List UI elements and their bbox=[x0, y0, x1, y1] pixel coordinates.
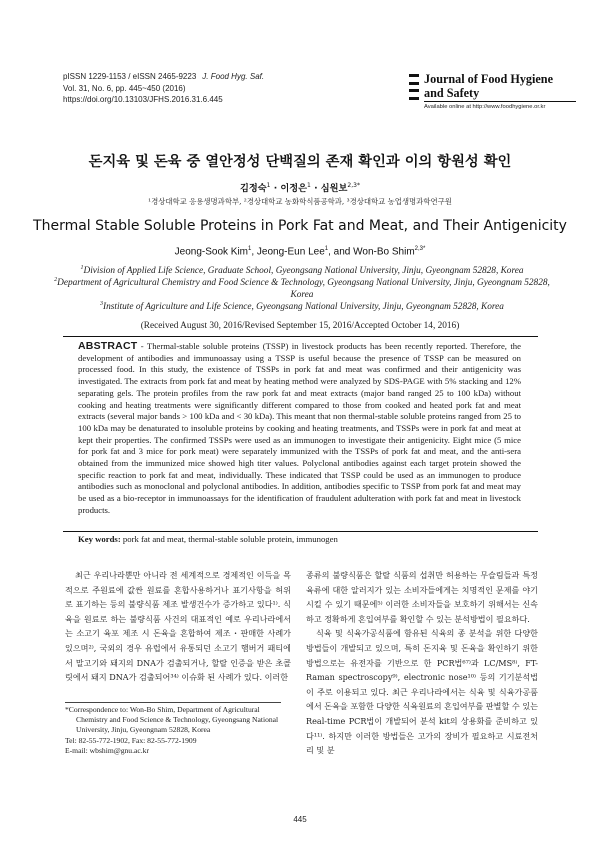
body-paragraph: 종류의 불량식품은 할랄 식품의 섭취만 허용하는 무슬림들과 특정 육류에 대한 알러지가 있는 소비자들에게는 치명적인 문제를 야기 시킬 수 있기 때문에⁵⁾ 이러한 소비자들을 보호하기 위해서는 신속하고 정확하게 혼입여부를 확인할 수 있는 분석방법이 필요하다. bbox=[306, 570, 538, 624]
received-dates: (Received August 30, 2016/Revised September 15, 2016/Accepted October 14, 2016) bbox=[140, 321, 460, 331]
brand-divider bbox=[424, 101, 576, 102]
keywords-label: Key words: bbox=[78, 534, 121, 544]
english-title: Thermal Stable Soluble Proteins in Pork Fat and Meat, and Their Antigenicity bbox=[33, 218, 567, 234]
body-paragraph: 식육 및 식육가공식품에 함유된 식육의 종 분석을 위한 다양한 방법들이 개발되고 있으며, 특히 돈지육 및 돈육을 확인하기 위한 방법으로는 유전자를 기반으로 한 PCR법⁶⁷⁾과 LC/MS⁸⁾, FT-Raman spectroscopy⁹⁾, electronic nose¹⁰⁾ 등의 기기분석법이 주로 이용되고 있다. 최근 우리나라에서는 식육 및 식육가공품에서 돈육을 포함한 다양한 식육원료의 혼입여부를 판별할 수 있는 Real-time PCR법이 개발되어 분석 kit의 상용화를 준비하고 있다¹¹⁾. 하지만 이러한 방법들은 고가의 장비가 필요하고 시료전처리 및 분 bbox=[306, 628, 538, 756]
footnote-divider bbox=[65, 702, 281, 703]
page-number: 445 bbox=[293, 815, 307, 824]
body-paragraph: 최근 우리나라뿐만 아니라 전 세계적으로 경제적인 이득을 목적으로 주원료에 값싼 원료를 혼합사용하거나 표기사항을 허위로 표기하는 등의 불량식품 제조 발생건수가 증가하고 있다¹⁾. 식육을 원료로 하는 불량식품 사건의 대표적인 예로 우리나라에서는 소고기 육포 제조 시 돈육을 혼합하여 제조・판매한 사례가 있으며²⁾, 국외의 경우 유럽에서 유통되던 소고기 햄버거 패티에서 말고기와 돼지의 DNA가 검출되거나, 할랄 인증을 받은 초콜릿에서 돼지 DNA가 검출되어³⁴⁾ 이슈화 된 사례가 있다. 이러한 bbox=[65, 570, 291, 683]
journal-header bbox=[63, 71, 363, 106]
keywords-text: pork fat and meat, thermal-stable soluble protein, immunogen bbox=[120, 534, 338, 544]
stacked-bars-logo-icon bbox=[409, 74, 419, 100]
keywords bbox=[78, 534, 521, 544]
korean-affiliations: ¹경상대학교 응용생명과학부, ²경상대학교 농화학식품공학과, ³경상대학교 농업생명과학연구원 bbox=[148, 197, 452, 206]
affiliation-2: $^2$Department of Agricultural Chemistry and Food Science & Technology, Gyeongsang National University, Jinju, Gyeongnam 52828, Korea bbox=[54, 277, 550, 301]
affiliation-3: $^3$Institute of Agriculture and Life Science, Gyeongsang National University, Jinju, Gyeongnam 52828, Korea bbox=[100, 301, 504, 313]
abstract-label: ABSTRACT bbox=[78, 340, 138, 352]
korean-authors: 김정숙$^1$ · 이정은$^1$ · 심원보$^{2,3*}$ bbox=[240, 181, 360, 194]
journal-brand-title: Journal of Food Hygiene and Safety bbox=[424, 72, 553, 100]
volume-text: Vol. 31, No. 6, pp. 445~450 (2016) bbox=[63, 83, 186, 93]
english-author-3: Won-Bo Shim bbox=[353, 246, 415, 258]
affiliation-1: $^1$Division of Applied Life Science, Graduate School, Gyeongsang National University, Jinju, Gyeongnam 52828, Korea bbox=[80, 265, 524, 277]
korean-author-1: 김정숙 bbox=[240, 183, 267, 194]
abstract bbox=[78, 341, 521, 517]
issn-text: pISSN 1229-1153 / eISSN 2465-9223 bbox=[63, 72, 197, 81]
korean-author-3: 심원보 bbox=[320, 183, 348, 194]
english-author-2: Jeong-Eun Lee bbox=[256, 246, 325, 258]
email-link[interactable]: E-mail: wbshim@gnu.ac.kr bbox=[65, 745, 149, 755]
korean-author-2: 이정은 bbox=[280, 183, 308, 194]
abstract-text: - Thermal-stable soluble proteins (TSSP) in livestock products has been recently reported. Therefore, the development of antibodies and immunoassay using a TSSP is useful because the presence of TSSP can be measured on processed food. In this study, the existence of TSSPs in pork fat and meat was confirmed and their antigenicity was investigated. The extracts from pork fat and meat by heating method were analyzed by SDS-PAGE with 5% stacking and 12% separating gels. The protein profiles from the raw pork fat and meat extracts (major band ranged 25 to 100 kDa) without cooking and heating treatments were significantly different compared to those from cooked and heated pork fat and meat extracts (several major bands > 100 kDa and < 30 kDa). This meant that non thermal-stable soluble proteins ranged from 25 to 100 kDa may be denaturated to insoluble proteins by cooking and heating treatments, and TSSPs were in pork fat and meat at kept their properties. The confirmed TSSPs were used as an immunogen to investigate their antigenicity. Eight mice (5 mice for pork fat and 3 mice for pork meat) were separately immunized with the TSSPs of pork fat and meat, and the anti-sera obtained from the immunized mice showed high titer values. Polyclonal antibodies against each target protein showed the specific reaction to pork fat and meat, individually. These indicated that TSSP could be used as an immunogen to produce antibodies such as monoclonal and polyclonal antibodies. In addition, antibodies specific to TSSP from pork fat and meat may be used as a bio-receptor in immunoassays for the identification of fraudulent adulteration with pork fat and meat in livestock products. bbox=[78, 341, 521, 515]
korean-title: 돈지육 및 돈육 중 열안정성 단백질의 존재 확인과 이의 항원성 확인 bbox=[88, 154, 512, 170]
doi-link[interactable]: https://doi.org/10.13103/JFHS.2016.31.6.445 bbox=[63, 95, 223, 104]
journal-website-link[interactable]: Available online at http://www.foodhygiene.or.kr bbox=[424, 104, 546, 110]
correspondence-footnote: *Correspondence to: Won-Bo Shim, Department of Agricultural Chemistry and Food Science & Technology, Gyeongsang National University, Jinju, Gyeongnam 52828, Korea Tel: 82-55-772-1902, Fax: 82-55-772-1909 E-mail: wbshim@gnu.ac.kr bbox=[65, 705, 295, 756]
body-left-column bbox=[65, 568, 291, 685]
journal-abbreviation: J. Food Hyg. Saf. bbox=[202, 72, 265, 81]
body-right-column bbox=[306, 568, 538, 758]
english-authors: Jeong-Sook Kim$^1$, Jeong-Eun Lee$^1$, and Won-Bo Shim$^{2,3*}$ bbox=[174, 246, 426, 258]
english-author-1: Jeong-Sook Kim bbox=[174, 246, 249, 258]
